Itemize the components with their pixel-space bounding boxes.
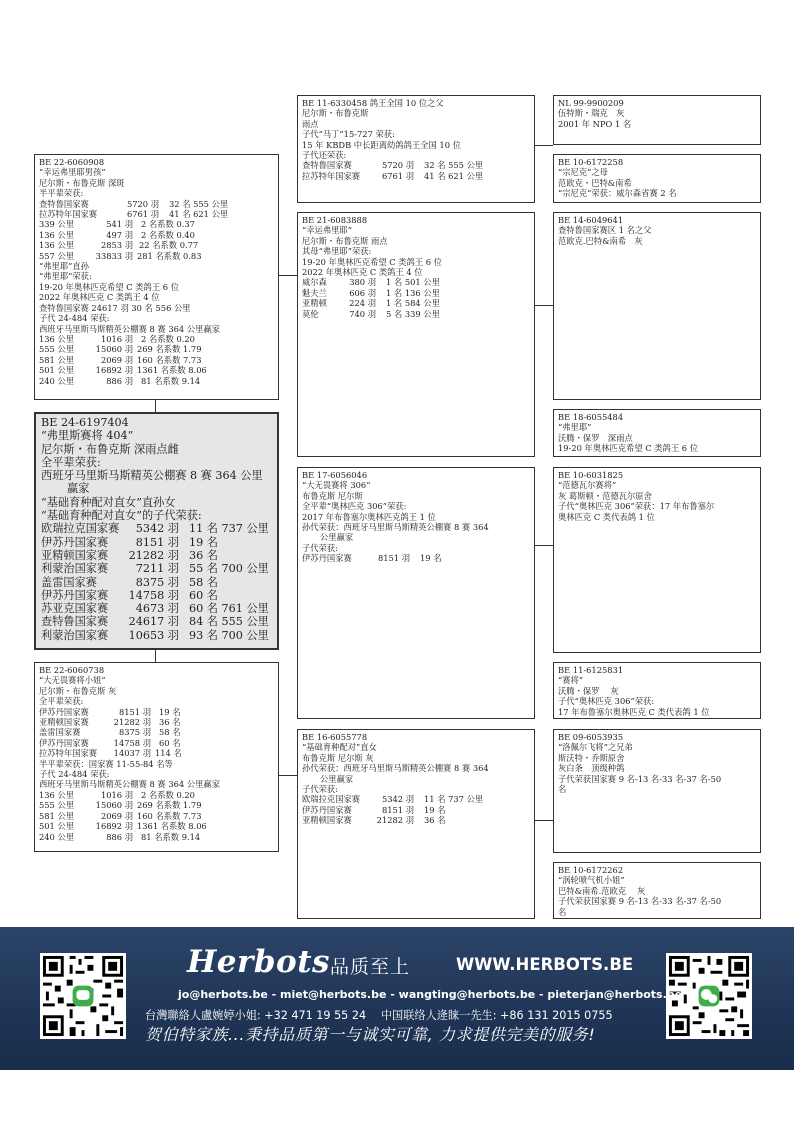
note: 查特鲁国家赛 24617 羽 30 名 556 公里 [39, 302, 191, 313]
ring-number: BE 10-6172258 [558, 157, 624, 167]
result-row: 查特鲁国家赛 5720 羽 32 名 555 公里 [39, 198, 229, 209]
result-row: 拉苏特年国家赛 6761 羽 41 名 621 公里 [302, 170, 484, 181]
result-row: 亚精顿国家赛 21282 羽 36 名 [41, 548, 218, 562]
result-row: 501 公里 16892 羽 1361 名系数 8.06 [39, 821, 207, 832]
note: 子代荣获: [302, 784, 338, 795]
note: 西班牙马里斯马斯精英公棚赛 8 赛 364 公里赢家 [39, 779, 221, 790]
result-row: 240 公里 886 羽 81 名系数 9.14 [39, 375, 201, 386]
note: 2001 年 NPO 1 名 [558, 118, 632, 129]
note: 子代“奥林匹克 306”荣获: [558, 696, 655, 707]
pigeon-name: “弗里耶” [558, 422, 592, 433]
note: 全平辈“奥林匹克 306”荣获: [302, 501, 407, 512]
note: 子代还荣获: [302, 150, 347, 161]
breeder: 沃腾・保罗 灰 [558, 685, 619, 696]
breeder: 灰 葛斯顿・范德瓦尔原舍 [558, 490, 652, 501]
ring-number: BE 22-6060738 [39, 665, 105, 675]
result-row: 盖雷国家赛 8375 羽 58 名 [39, 727, 181, 738]
pedigree-greatgrand-box [553, 212, 761, 400]
result-row: 伊苏丹国家赛 14758 羽 60 名 [41, 588, 218, 602]
qr-code-icon [40, 953, 126, 1039]
note: “弗里耶”直孙 [39, 261, 89, 272]
ring-number: BE 09-6053935 [558, 732, 624, 742]
contact-phones: 台灣聯絡人盧婉婷小姐: +32 471 19 55 24 中国联络人逄睐一先生: +86 131 2015 0755 [145, 1009, 613, 1022]
result-row: 伊苏丹国家赛 8151 羽 19 名 [41, 535, 218, 549]
result-row: 伊苏丹国家赛 8151 羽 19 名 [302, 804, 446, 815]
breeder: 尼尔斯・布鲁克斯 深雨点雌 [41, 442, 179, 456]
connector-line [155, 400, 156, 412]
note: 19-20 年奥林匹克希望 C 类鸽王 6 位 [39, 281, 179, 292]
brand-logo: Herbots [187, 944, 330, 980]
pigeon-name: “幸运弗里耶男孩” [39, 167, 106, 178]
note: 子代 24-484 荣获: [39, 313, 110, 324]
breeder: 沃腾・保罗 深雨点 [558, 432, 633, 443]
breeder: 尼尔斯・布鲁克斯 [302, 108, 369, 119]
result-row: 136 公里 2853 羽 22 名系数 0.77 [39, 240, 199, 251]
note: 19-20 年奥林匹克希望 C 类鸽王 6 位 [558, 443, 698, 454]
ring-number: BE 10-6031825 [558, 470, 624, 480]
breeder: 范欧克・巴特&南希 [558, 177, 632, 188]
pedigree-greatgrand-box [553, 154, 761, 203]
pigeon-name: “大无畏赛将小姐” [39, 675, 106, 686]
result-row: 伊苏丹国家赛 8151 羽 19 名 [39, 706, 181, 717]
note: 子代荣获国家赛 9 名-13 名-33 名-37 名-50 [558, 773, 722, 784]
website-link[interactable]: WWW.HERBOTS.BE [456, 955, 634, 974]
pedigree-greatgrand-box [553, 467, 761, 653]
note: 赢家 [67, 482, 90, 496]
qr-code-icon [40, 953, 126, 1039]
note: 其母“弗里耶”荣获: [302, 246, 372, 257]
ring-number: BE 17-6056046 [302, 470, 368, 480]
note: 西班牙马里斯马斯精英公棚赛 8 赛 364 公里赢家 [39, 323, 221, 334]
note: 2017 年布鲁塞尔奥林匹克鸽王 1 位 [302, 511, 436, 522]
note: 子代荣获国家赛 9 名-13 名-33 名-37 名-50 [558, 896, 722, 907]
ring-number: BE 18-6055484 [558, 412, 624, 422]
ring-number: NL 99-9900209 [558, 98, 624, 108]
result-row: 查特鲁国家赛 24617 羽 84 名 555 公里 [41, 615, 269, 629]
result-row: 339 公里 541 羽 2 名系数 0.37 [39, 219, 195, 230]
ring-number: BE 16-6055778 [302, 732, 368, 742]
note: 公里赢家 [320, 773, 354, 784]
breeder: 巴特&南希.范欧克 灰 [558, 885, 646, 896]
note: 公里赢家 [320, 532, 354, 543]
note: 15 年 KBDB 中长距离幼鸽鸽王全国 10 位 [302, 139, 461, 150]
result-row: 利蒙治国家赛 10653 羽 93 名 700 公里 [41, 628, 269, 642]
pedigree-greatgrand-box [553, 862, 761, 919]
results-heading: 半平辈荣获: [39, 188, 84, 199]
result-row: 136 公里 1016 羽 2 名系数 0.20 [39, 789, 195, 800]
ring-number: BE 11-6330458 鸽王全国 10 位之父 [302, 98, 444, 108]
result-row: 威尔森 380 羽 1 名 501 公里 [302, 277, 440, 288]
contact-emails[interactable]: jo@herbots.be - miet@herbots.be - wangting@herbots.be - pieterjan@herbots.be [178, 988, 683, 1001]
ring-number: BE 14-6049641 [558, 215, 624, 225]
breeder: 布鲁克斯 尼尔斯 灰 [302, 752, 374, 763]
color: 灰白条 顶级种鸽 [558, 763, 625, 774]
result-row: 拉苏特年国家赛 6761 羽 41 名 621 公里 [39, 209, 229, 220]
breeder: 范欧克.巴特&南希 灰 [558, 235, 643, 246]
pigeon-name: “大无畏赛将 306” [302, 480, 371, 491]
note: “基础育种配对直女”的子代荣获: [41, 509, 202, 523]
breeder: 斯沃特・乔斯原舍 [558, 752, 625, 763]
result-row: 伊苏丹国家赛 8151 羽 19 名 [302, 553, 442, 564]
pigeon-name: “弗里斯赛将 404” [41, 429, 134, 443]
connector-line [535, 545, 553, 546]
results-heading: 全平辈荣获: [41, 455, 101, 469]
ring-number: BE 24-6197404 [41, 416, 129, 429]
result-row: 581 公里 2069 羽 160 名系数 7.73 [39, 810, 202, 821]
note: 半平辈荣获：国家赛 11-55-84 名等 [39, 758, 173, 769]
brand-slogan: 品质至上 [330, 956, 411, 978]
result-row: 魁夫兰 606 羽 1 名 136 公里 [302, 287, 440, 298]
note: 子代 24-484 荣获: [39, 769, 110, 780]
result-row: 拉苏特年国家赛 14037 羽 114 名 [39, 748, 182, 759]
pedigree-greatgrand-box [553, 95, 761, 145]
pedigree-granddam-box [297, 729, 535, 919]
note: 奥林匹克 C 类代表鸽 1 位 [558, 511, 655, 522]
breeder: 尼尔斯・布鲁克斯 雨点 [302, 235, 388, 246]
result-row: 欧瑞拉克国家赛 5342 羽 11 名 737 公里 [41, 522, 269, 536]
results-heading: 全平辈荣获: [39, 696, 84, 707]
result-row: 136 公里 1016 羽 2 名系数 0.20 [39, 333, 195, 344]
connector-line [279, 275, 297, 276]
pigeon-name: “基础育种配对”直女 [302, 742, 377, 753]
result-row: 136 公里 497 羽 2 名系数 0.40 [39, 229, 195, 240]
note: 西班牙马里斯马斯精英公棚赛 8 赛 364 公里 [41, 469, 263, 483]
pigeon-name: “赛将” [558, 675, 584, 686]
pedigree-sire-box [34, 154, 279, 400]
pigeon-name: “涡轮喷气机小姐” [558, 875, 625, 886]
note: 孙代荣获：西班牙马里斯马斯精英公棚赛 8 赛 364 [302, 522, 489, 533]
connector-line [535, 145, 553, 146]
ring-number: BE 10-6172262 [558, 865, 624, 875]
result-row: 亚精顿国家赛 21282 羽 36 名 [39, 717, 181, 728]
note: 子代“奥林匹克 306”荣获：17 年布鲁塞尔 [558, 501, 715, 512]
breeder: 伍特斯・瑞克 灰 [558, 108, 625, 119]
note: “弗里耶”荣获: [39, 271, 92, 282]
connector-line [279, 775, 297, 776]
pedigree-granddam-box [297, 212, 535, 457]
note: 17 年布鲁塞尔奥林匹克 C 类代表鸽 1 位 [558, 706, 710, 717]
note: 2022 年奥林匹克 C 类鸽王 4 位 [302, 267, 423, 278]
note: 2022 年奥林匹克 C 类鸽王 4 位 [39, 292, 160, 303]
result-row: 581 公里 2069 羽 160 名系数 7.73 [39, 354, 202, 365]
note: 名 [558, 906, 567, 917]
ring-number: BE 22-6060908 [39, 157, 105, 167]
pigeon-name: “幸运弗里耶” [302, 225, 352, 236]
note: “基础育种配对直女”直孙女 [41, 495, 176, 509]
pigeon-name: “宗尼克”之母 [558, 167, 608, 178]
result-row: 亚精顿国家赛 21282 羽 36 名 [302, 815, 446, 826]
result-row: 利蒙治国家赛 7211 羽 55 名 700 公里 [41, 562, 269, 576]
ring-number: BE 11-6125831 [558, 665, 624, 675]
breeder: 尼尔斯・布鲁克斯 深斑 [39, 177, 125, 188]
note: 查特鲁国家赛区 1 名之父 [558, 225, 652, 236]
pedigree-greatgrand-box [553, 409, 761, 457]
color: 雨点 [302, 118, 319, 129]
result-row: 501 公里 16892 羽 1361 名系数 8.06 [39, 365, 207, 376]
result-row: 盖雷国家赛 8375 羽 58 名 [41, 575, 218, 589]
result-row: 苏亚克国家赛 4673 羽 60 名 761 公里 [41, 602, 269, 616]
breeder: 尼尔斯・布鲁克斯 灰 [39, 685, 117, 696]
note: 19-20 年奥林匹克希望 C 类鸽王 6 位 [302, 256, 442, 267]
pigeon-name: “洛佩尔飞将”之兄弟 [558, 742, 633, 753]
breeder: 布鲁克斯 尼尔斯 [302, 490, 363, 501]
result-row: 557 公里 33833 羽 281 名系数 0.83 [39, 250, 202, 261]
note: 名 [558, 784, 567, 795]
result-row: 伊苏丹国家赛 14758 羽 60 名 [39, 737, 181, 748]
ring-number: BE 21-6083888 [302, 215, 368, 225]
result-row: 欧瑞拉克国家赛 5342 羽 11 名 737 公里 [302, 794, 484, 805]
connector-line [155, 650, 156, 662]
pigeon-name: “范德瓦尔赛将” [558, 480, 617, 491]
pedigree-grandsire-box [297, 467, 535, 719]
result-row: 亚精顿 224 羽 1 名 584 公里 [302, 298, 440, 309]
pedigree-main-box [34, 412, 279, 650]
result-row: 莫伦 740 羽 5 名 339 公里 [302, 308, 440, 319]
note: 子代荣获: [302, 542, 338, 553]
pedigree-dam-box [34, 662, 279, 852]
result-row: 555 公里 15060 羽 269 名系数 1.79 [39, 344, 202, 355]
note: 孙代荣获：西班牙马里斯马斯精英公棚赛 8 赛 364 [302, 763, 489, 774]
result-row: 查特鲁国家赛 5720 羽 32 名 555 公里 [302, 160, 484, 171]
connector-line [535, 820, 553, 821]
connector-line [535, 305, 553, 306]
pedigree-greatgrand-box [553, 729, 761, 853]
pedigree-grandsire-box [297, 95, 535, 203]
result-row: 555 公里 15060 羽 269 名系数 1.79 [39, 800, 202, 811]
result-row: 240 公里 886 羽 81 名系数 9.14 [39, 831, 201, 842]
note: 子代“马丁”15-727 荣获: [302, 129, 395, 140]
family-motto: 贺伯特家族...秉持品质第一与诚实可靠, 力求提供完美的服务! [145, 1025, 596, 1044]
note: “宗尼克”荣获：威尔森省赛 2 名 [558, 188, 677, 199]
pedigree-greatgrand-box [553, 662, 761, 719]
